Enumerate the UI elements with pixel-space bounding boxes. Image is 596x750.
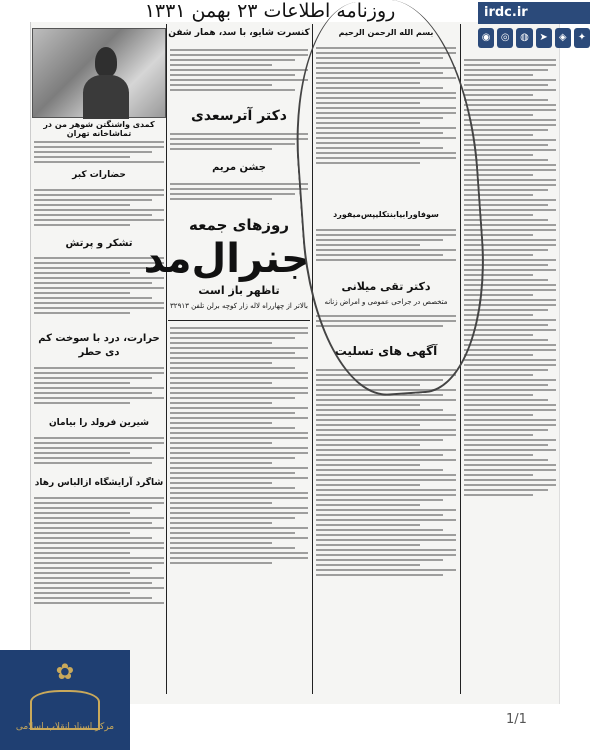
newspaper-headline: روزنامه اطلاعات ۲۳ بهمن ۱۳۳۱	[144, 0, 396, 22]
notice-title: بسم الله الرحمن الرحیم	[338, 28, 434, 37]
logo-text: مرکز اسناد انقلاب اسلامی	[15, 722, 115, 732]
emblem-icon: ✿	[55, 660, 75, 685]
twitter-icon[interactable]: ✦	[574, 28, 590, 48]
boutique-title: سوفاورابیابنتکلیپس‌میفورد	[333, 210, 439, 219]
ad-title: شیرین فرولد را بیامان	[49, 418, 149, 428]
page-indicator: 1/1	[506, 712, 527, 727]
friday-title: روزهای جمعه	[188, 216, 290, 234]
concert-title: کنسرت شایو، با سد، همار شفن	[168, 28, 310, 38]
column-divider	[166, 24, 167, 694]
bale-icon[interactable]: ◈	[555, 28, 571, 48]
doctor2-subtitle: متخصص در جراحی عمومی و امراض زنانه	[324, 298, 448, 306]
text-block	[32, 186, 166, 234]
text-block	[32, 364, 166, 414]
news-photo	[32, 28, 166, 118]
text-block	[168, 324, 310, 644]
text-block	[168, 46, 310, 106]
ad-title: شاگرد آرایشگاه ازالباس رهاد	[34, 478, 164, 488]
text-block	[462, 56, 558, 646]
telegram-icon[interactable]: ➤	[536, 28, 552, 48]
text-block	[168, 180, 310, 212]
ad-title: حضارات کبر	[72, 170, 126, 180]
general-mode-address: بالاتر از چهارراه لاله زار کوچه برلن تلفن ۳۲۹۱۳	[170, 302, 308, 310]
whatsapp-icon[interactable]: ◉	[478, 28, 494, 48]
text-block	[32, 494, 166, 644]
general-mode-hours: تاظهر باز است	[198, 284, 280, 297]
text-block	[32, 434, 166, 474]
eitaa-icon[interactable]: ◍	[516, 28, 532, 48]
ad-title: تشکر و پرتش	[65, 238, 133, 249]
event-title: جشن مریم	[212, 162, 266, 173]
site-link[interactable]: irdc.ir	[478, 2, 590, 24]
general-mode-logo: جنرال‌مد	[143, 236, 310, 282]
divider	[168, 320, 310, 321]
doctor-ad-title: دکتر آترسعدی	[191, 108, 287, 124]
archive-logo	[0, 650, 130, 750]
text-block	[314, 366, 458, 646]
photo-caption: کمدی واشنگتن شوهر من در تماشاخانه تهران	[43, 120, 155, 138]
condolence-title: آگهی های تسلیت	[334, 344, 438, 358]
text-block	[168, 130, 310, 160]
text-block	[32, 138, 166, 168]
social-icons	[478, 28, 590, 48]
ad-title: حرارت، درد با سوخت کم دی حطر	[38, 333, 160, 358]
site-badge	[478, 2, 590, 50]
instagram-icon[interactable]: ◎	[497, 28, 513, 48]
doctor2-title: دکتر تقی میلانی	[341, 280, 431, 293]
